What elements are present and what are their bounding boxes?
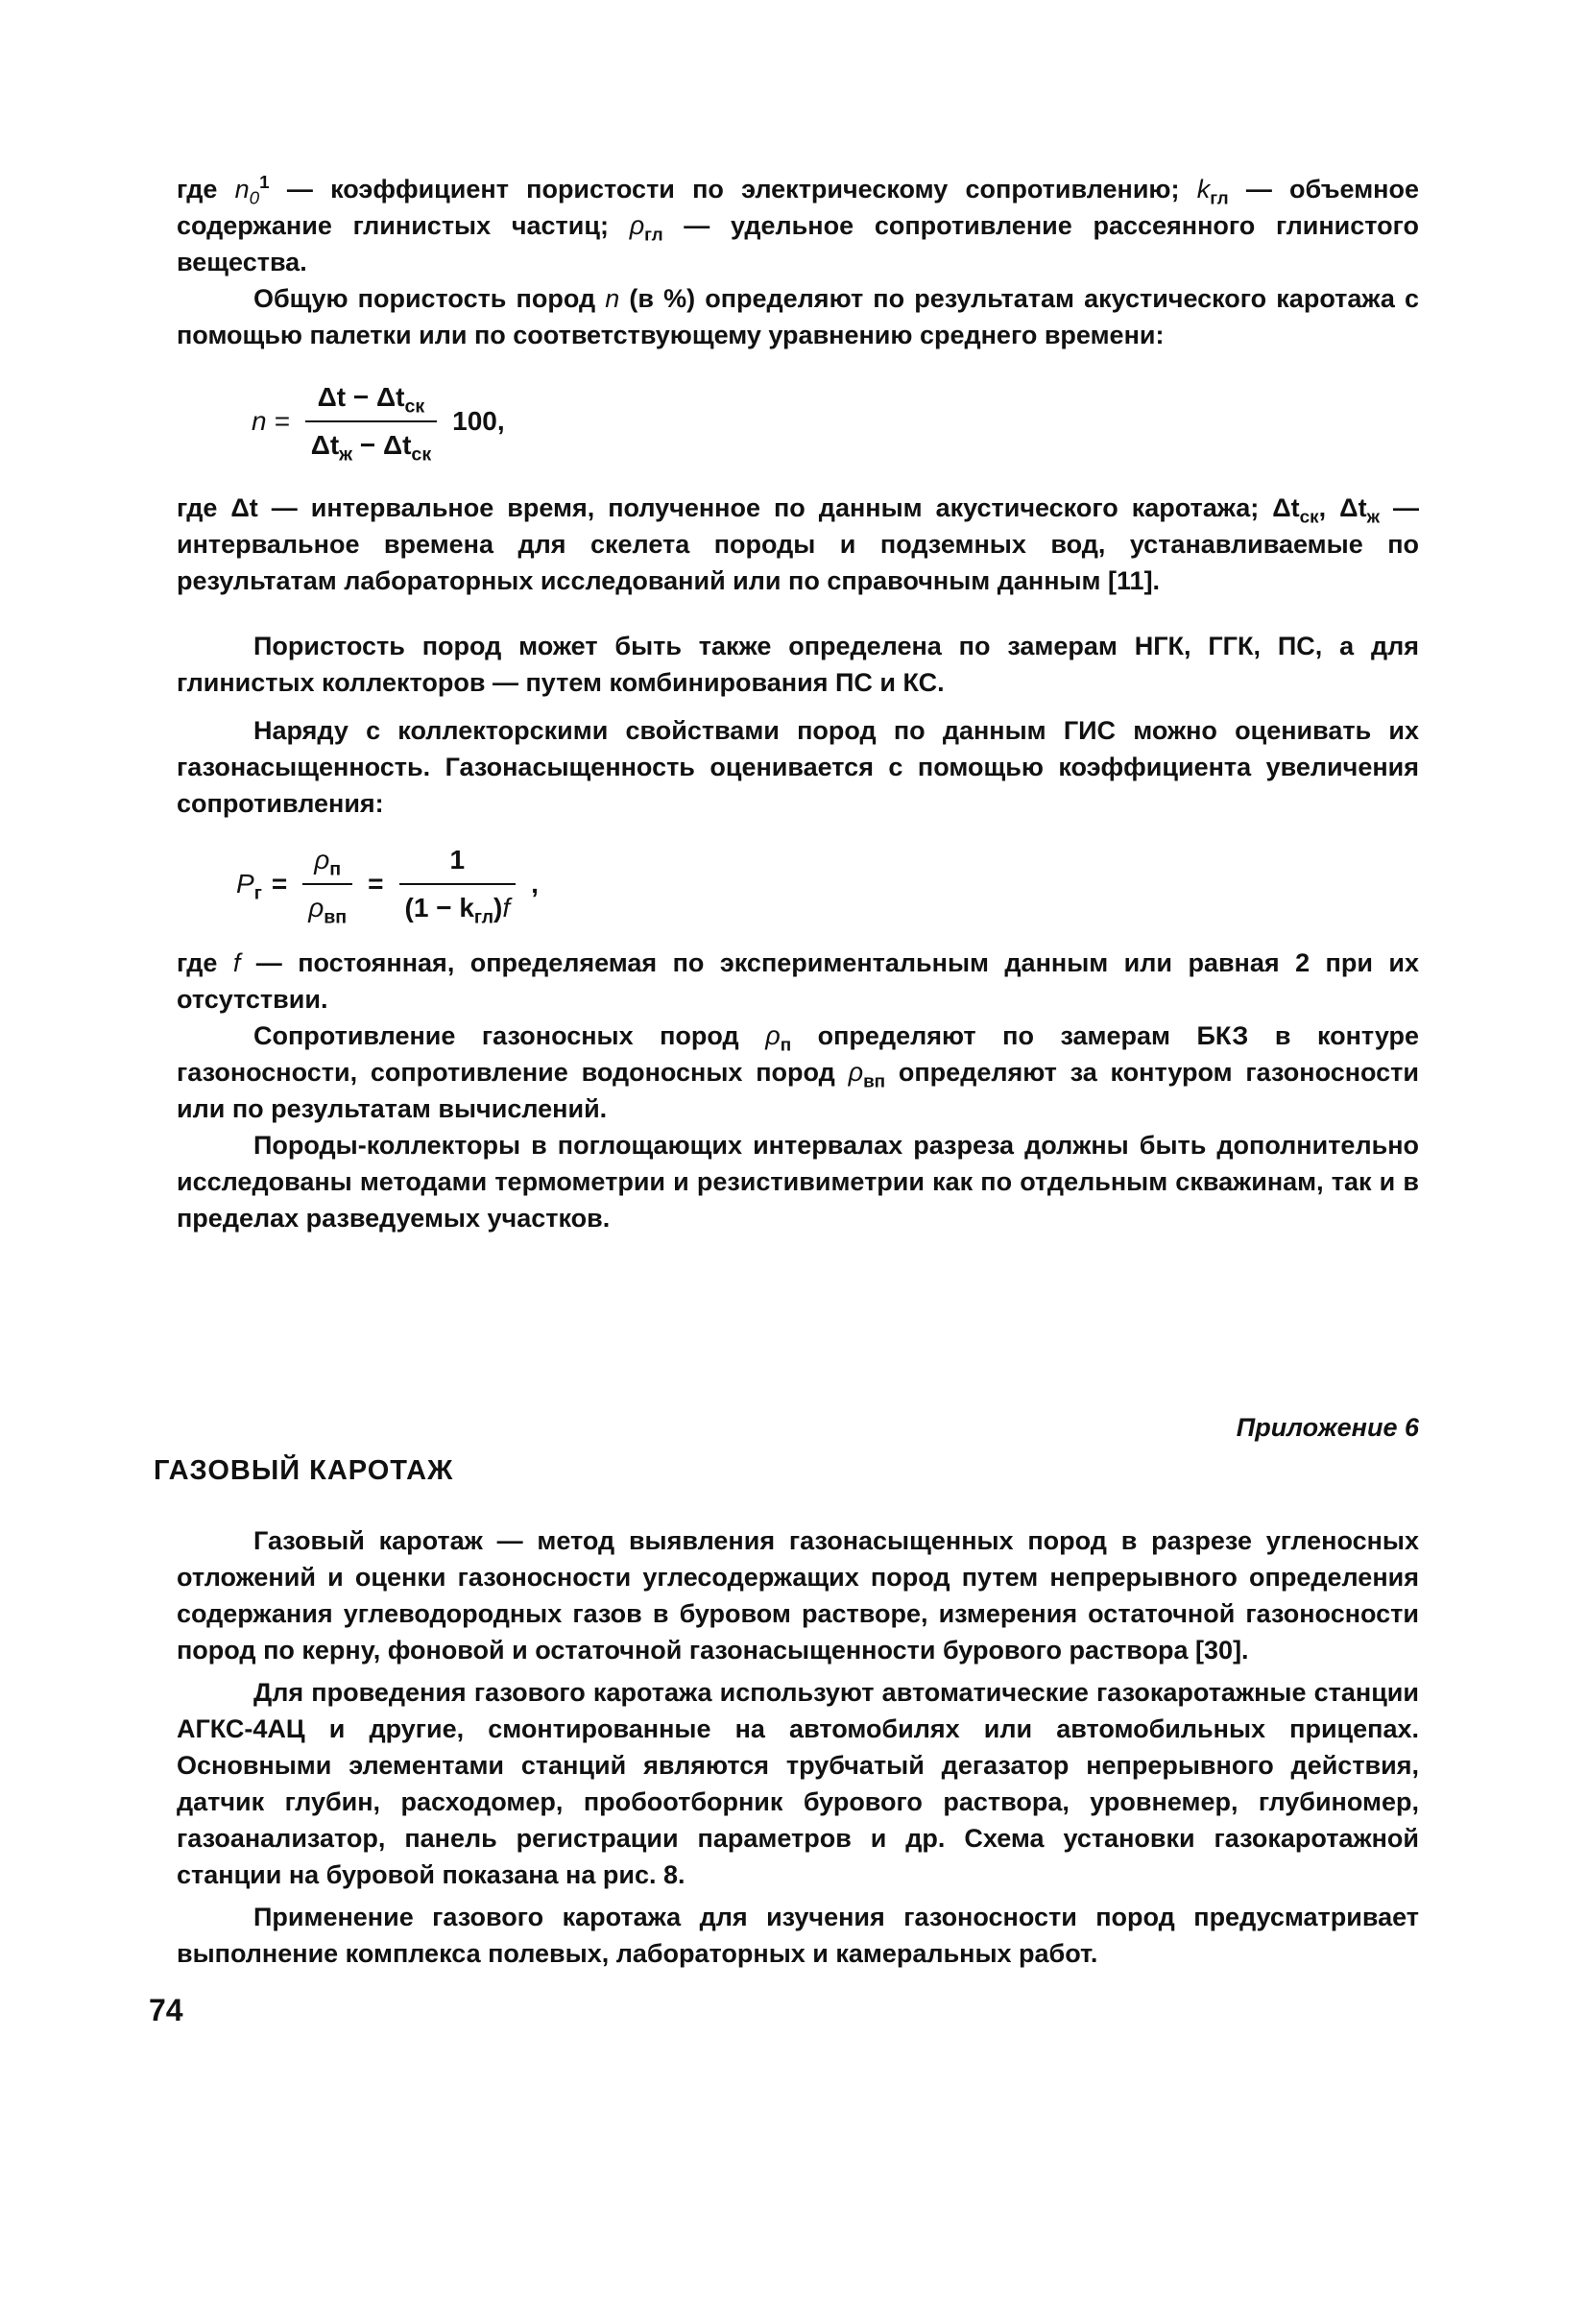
- sub: вп: [324, 906, 348, 928]
- sub: гл: [1210, 188, 1229, 209]
- text: P: [236, 869, 254, 898]
- formula-resistivity-index: [236, 845, 1419, 928]
- text: Общую пористость пород: [253, 284, 606, 313]
- denominator: [302, 883, 352, 928]
- page-number: 74: [149, 1993, 183, 2027]
- numerator: [312, 382, 431, 420]
- fraction: [399, 845, 517, 928]
- var-rho: ρ: [848, 1058, 864, 1087]
- equals: =: [271, 869, 288, 898]
- text: ): [493, 893, 503, 922]
- sub: гл: [473, 906, 494, 928]
- formula-tail: ,: [531, 869, 539, 898]
- paragraph-gas-logging-stations: Для проведения газового каротажа используют автоматические газокаротажные станции АГКС-4АЦ и другие, смонтированные на автомобилях или автомобильных прицепах. Основными элементами станций являются трубчатый дегазатор непрерывного действия, датчик глубин, расходомер, пробоотборник бурового раствора, уровнемер, глубиномер, газоанализатор, панель регистрации параметров и др. Схема установки газокаротажной станции на буровой показана на рис. 8.: [177, 1678, 1419, 1889]
- appendix-label: Приложение 6: [1236, 1413, 1419, 1442]
- page-body: [149, 171, 1420, 2029]
- text: где: [177, 948, 233, 977]
- var-n: n: [605, 284, 620, 313]
- paragraph-interval-time: [177, 490, 1419, 599]
- text: ρ: [308, 893, 325, 922]
- sub: 0: [249, 188, 260, 209]
- text: f: [502, 893, 511, 922]
- text: − Δt: [352, 430, 412, 460]
- text: — удельное сопротивление рассеянного глинистого вещества.: [177, 211, 1419, 276]
- paragraph-total-porosity: [177, 280, 1419, 353]
- text: — постоянная, определяемая по экспериментальным данным или равная 2 при их отсутствии.: [177, 948, 1419, 1014]
- sub: г: [253, 882, 262, 904]
- formula-lhs: n =: [252, 406, 290, 436]
- paragraph-reservoir-rocks: Породы-коллекторы в поглощающих интервалах разреза должны быть дополнительно исследованы методами термометрии и резистивиметрии как по отдельным скважинам, так и в пределах разведуемых участков.: [177, 1131, 1419, 1233]
- paragraph-constant-f: [177, 945, 1419, 1018]
- text: ,: [1318, 493, 1340, 522]
- var-rho: ρ: [765, 1021, 781, 1050]
- paragraph-gas-logging-application: Применение газового каротажа для изучения газоносности пород предусматривает выполнение комплекса полевых, лабораторных и камеральных работ.: [177, 1903, 1419, 1968]
- text: — коэффициент пористости по электрическому сопротивлению;: [269, 175, 1197, 204]
- sub: ск: [411, 443, 432, 466]
- var-dt: Δt: [1272, 493, 1300, 522]
- var-dt: Δt: [230, 493, 258, 522]
- text: ρ: [314, 845, 330, 874]
- sub: п: [329, 858, 342, 880]
- equals: =: [368, 869, 384, 898]
- paragraph-gas-logging-definition: Газовый каротаж — метод выявления газонасыщенных пород в разрезе угленосных отложений и оценки газоносности углесодержащих пород путем непрерывного определения содержания углеводородных газов в буровом растворе, измерения остаточной газоносности пород по керну, фоновой и остаточной газонасыщенности бурового раствора [30].: [177, 1526, 1419, 1665]
- formula-porosity: [252, 382, 1419, 466]
- formula-lhs: [236, 869, 262, 904]
- text: определяют за контуром газоносности или по результатам вычислений.: [177, 1058, 1420, 1123]
- sub: гл: [644, 225, 663, 246]
- paragraph-porosity-methods: Пористость пород может быть также определена по замерам НГК, ГГК, ПС, а для глинистых коллекторов — путем комбинирования ПС и КС.: [177, 632, 1419, 697]
- fraction: [302, 845, 352, 928]
- text: определяют по замерам БКЗ в контуре газоносности, сопротивление водоносных пород: [177, 1021, 1419, 1087]
- text: — интервальное время, полученное по данным акустического каротажа;: [257, 493, 1273, 522]
- text: (1 − k: [404, 893, 474, 922]
- numerator: 1: [449, 845, 466, 874]
- sub: ск: [1299, 507, 1319, 528]
- sub: вп: [863, 1071, 886, 1092]
- text: Сопротивление газоносных пород: [253, 1021, 766, 1050]
- text: где: [177, 175, 235, 204]
- text: Δt − Δt: [317, 382, 405, 412]
- text: где: [177, 493, 231, 522]
- text: — интервальное времена для скелета породы и подземных вод, устанавливаемые по результатам лабораторных исследований или по справочным данным [11].: [177, 493, 1419, 595]
- denominator: [399, 883, 517, 928]
- var-rho: ρ: [629, 211, 645, 240]
- paragraph-resistivity: [177, 1018, 1419, 1127]
- sub: п: [780, 1035, 792, 1056]
- paragraph-porosity-definitions: [177, 171, 1419, 280]
- var-n: n: [234, 175, 250, 204]
- paragraph-gas-saturation: Наряду с коллекторскими свойствами пород по данным ГИС можно оценивать их газонасыщенность. Газонасыщенность оценивается с помощью коэффициента увеличения сопротивления:: [177, 716, 1419, 818]
- sub: ск: [404, 395, 425, 418]
- fraction: [305, 382, 437, 466]
- numerator: [308, 845, 347, 883]
- section-heading: ГАЗОВЫЙ КАРОТАЖ: [154, 1455, 454, 1486]
- var-f: f: [232, 948, 241, 977]
- sub: ж: [1366, 507, 1380, 528]
- var-dt: Δt: [1339, 493, 1367, 522]
- text: (в %) определяют по результатам акустического каротажа с помощью палетки или по соответствующему уравнению среднего времени:: [177, 284, 1419, 349]
- sup: 1: [259, 173, 270, 193]
- text: — объемное содержание глинистых частиц;: [177, 175, 1420, 240]
- sub: ж: [339, 443, 353, 466]
- text: Δt: [310, 430, 340, 460]
- denominator: [305, 420, 437, 466]
- formula-tail: 100,: [452, 406, 505, 436]
- var-k: k: [1196, 175, 1211, 204]
